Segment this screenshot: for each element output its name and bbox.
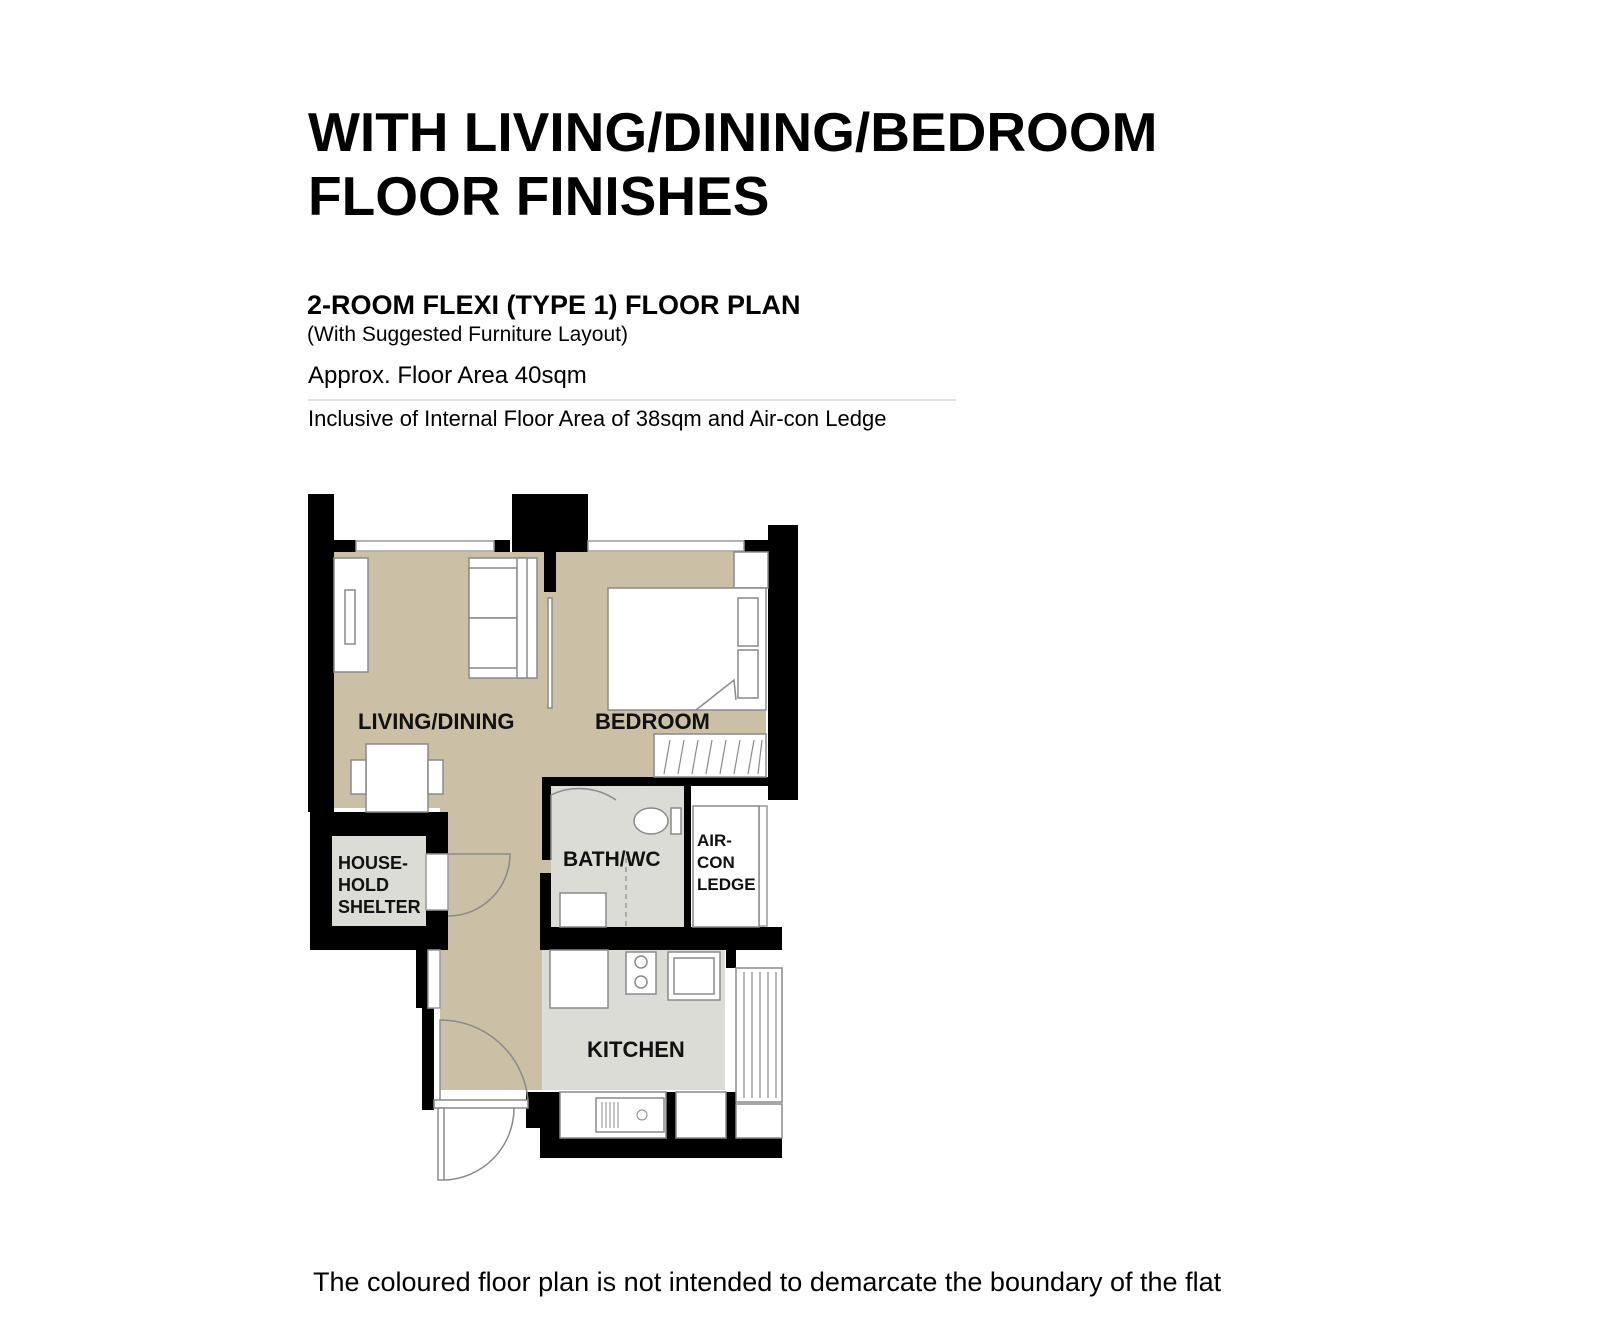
- label-living-dining: LIVING/DINING: [358, 709, 515, 734]
- label-aircon-ledge-2: CON: [697, 853, 735, 872]
- sofa-cushion: [469, 568, 517, 618]
- wall: [422, 1008, 434, 1110]
- wall: [744, 540, 768, 552]
- pillow: [738, 598, 758, 646]
- wall: [768, 525, 798, 800]
- wall: [526, 1092, 560, 1128]
- wall: [426, 836, 448, 854]
- wardrobe-corner: [734, 552, 768, 588]
- sofa-arm: [517, 558, 527, 678]
- laundry-rack: [736, 968, 782, 1102]
- disclaimer: The coloured floor plan is not intended to demarcate the boundary of the flat: [313, 1267, 1222, 1297]
- wall: [684, 786, 691, 927]
- wall: [540, 927, 782, 950]
- wall: [726, 950, 736, 968]
- kitchen-cabinet-inner: [674, 958, 714, 994]
- label-household-shelter-3: SHELTER: [338, 897, 421, 917]
- toilet-bowl: [634, 808, 668, 834]
- wall: [542, 777, 798, 786]
- title-line-2: FLOOR FINISHES: [308, 165, 770, 227]
- basin: [560, 893, 606, 927]
- gate-swing: [444, 1108, 514, 1180]
- plan-name: 2-ROOM FLEXI (TYPE 1) FLOOR PLAN: [307, 290, 801, 320]
- toilet-tank: [671, 808, 681, 834]
- dining-chair: [428, 760, 443, 794]
- floor-area: Approx. Floor Area 40sqm: [308, 362, 587, 389]
- pillow: [738, 650, 758, 698]
- ledge-window: [759, 806, 767, 926]
- wall: [540, 873, 551, 950]
- wall: [494, 540, 510, 552]
- service-yard-box: [736, 1104, 782, 1138]
- label-household-shelter-2: HOLD: [338, 875, 389, 895]
- label-aircon-ledge-1: AIR-: [697, 831, 732, 850]
- plan-subtitle: (With Suggested Furniture Layout): [307, 323, 628, 346]
- wall: [310, 812, 448, 836]
- fridge: [676, 1092, 726, 1138]
- hob-burner: [635, 976, 647, 988]
- living-window: [356, 541, 494, 551]
- wall: [426, 910, 448, 950]
- wall: [666, 1092, 676, 1128]
- wall: [726, 1092, 736, 1128]
- label-bath-wc: BATH/WC: [563, 848, 661, 871]
- wall: [544, 552, 556, 592]
- gate-leaf: [438, 1108, 444, 1180]
- label-bedroom: BEDROOM: [595, 709, 710, 734]
- wall: [416, 950, 428, 1008]
- dining-chair: [351, 760, 366, 794]
- bedroom-window: [588, 541, 744, 551]
- kitchen-counter: [550, 950, 608, 1008]
- tv-screen: [345, 590, 355, 644]
- main-door-leaf: [434, 1100, 528, 1108]
- wall: [512, 494, 588, 552]
- label-aircon-ledge-3: LEDGE: [697, 875, 756, 894]
- sofa-cushion: [469, 618, 517, 668]
- dining-table: [366, 744, 428, 812]
- title-line-1: WITH LIVING/DINING/BEDROOM: [308, 101, 1158, 163]
- floor-area-note: Inclusive of Internal Floor Area of 38sqm and Air-con Ledge: [308, 406, 887, 431]
- sliding-door-panel: [548, 598, 552, 708]
- corridor-window: [428, 950, 440, 1008]
- sink-drain: [637, 1110, 647, 1120]
- label-household-shelter-1: HOUSE-: [338, 853, 409, 873]
- label-kitchen: KITCHEN: [587, 1037, 685, 1062]
- hob-burner: [635, 956, 647, 968]
- corridor-floor: [440, 800, 552, 1090]
- wall: [308, 494, 334, 812]
- wall: [542, 786, 551, 860]
- shelter-vent: [426, 854, 448, 910]
- wall: [334, 540, 356, 552]
